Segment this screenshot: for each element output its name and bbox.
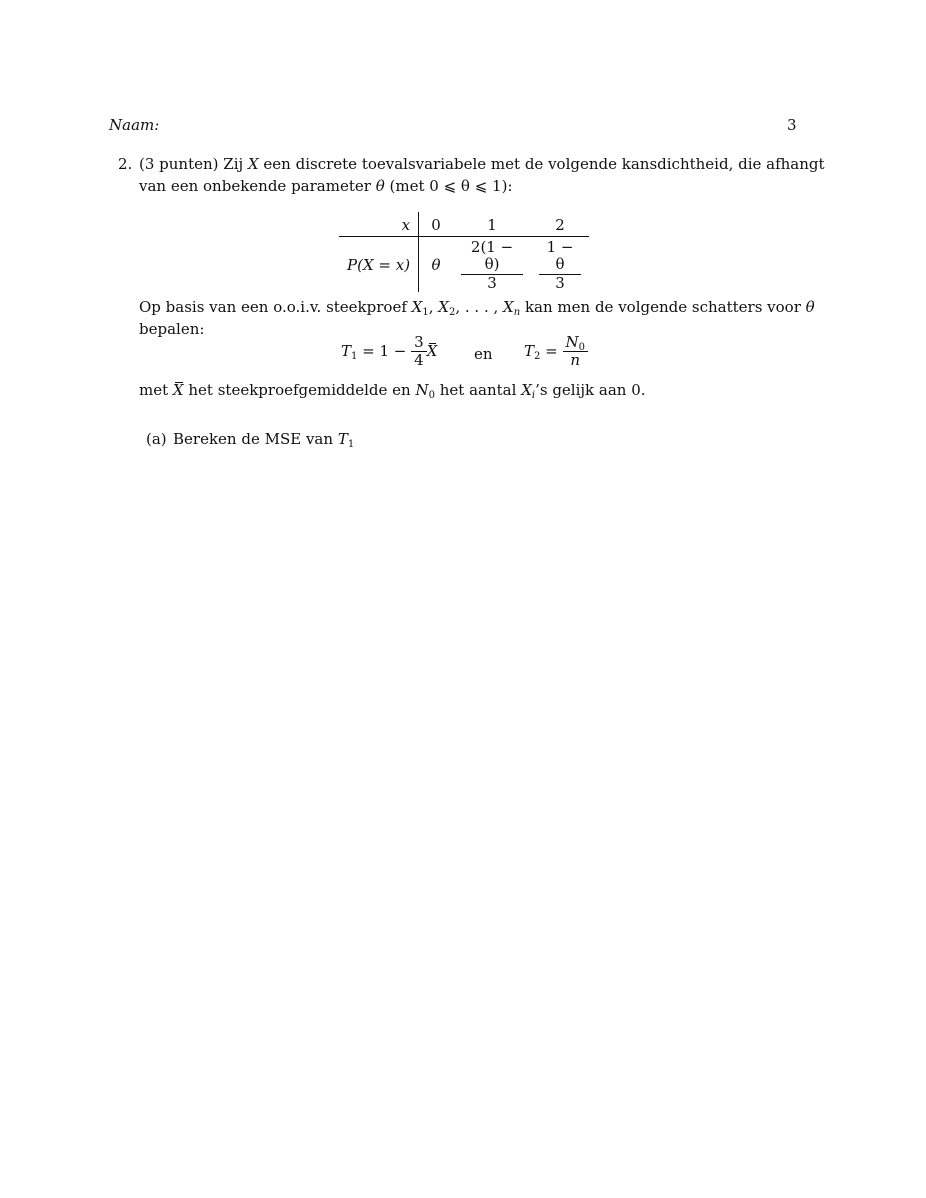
page-number: 3 — [787, 116, 797, 134]
part-a-label: (a) — [146, 430, 167, 448]
formula-t2: $T_2$ = $\frac{N_0}{n}$ — [524, 334, 588, 370]
x-label: x — [339, 212, 419, 237]
question-line-2: van een onbekende parameter θ (met 0 ⩽ θ ⩽ 1): — [139, 177, 513, 195]
prob-2: $\frac{1 - \theta}{3}$ — [531, 237, 589, 292]
formula-t1: $T_1 = 1$ − $\frac{3}{4}$ X — [341, 333, 438, 370]
paragraph-line-2: bepalen: — [139, 320, 205, 338]
x-value-0: 0 — [419, 212, 454, 237]
definition-line: met X het steekproefgemiddelde en $N_0$ het aantal $X_i’s$ gelijk aan 0. — [139, 381, 646, 401]
question-number: 2. — [118, 155, 133, 173]
table-row — [339, 212, 589, 237]
table-row — [339, 237, 589, 292]
x-value-2: 2 — [531, 212, 589, 237]
question-line-1: (3 punten) Zij X een discrete toevalsvariabele met de volgende kansdichtheid, die afhangt — [139, 155, 825, 173]
probability-label: P(X = x) — [339, 237, 419, 292]
distribution-table — [339, 212, 589, 292]
paragraph-line-1: Op basis van een o.o.i.v. steekproef $X_1$, $X_2$, . . . , $X_n$ kan men de volgende schatters voor θ — [139, 298, 815, 318]
formula-en: en — [474, 345, 493, 363]
part-a-text: Bereken de MSE van $T_1$ — [173, 430, 355, 450]
x-value-1: 1 — [453, 212, 531, 237]
prob-1: $\frac{2(1 - \theta)}{3}$ — [453, 237, 531, 292]
prob-0: θ — [431, 256, 441, 275]
points: (3 punten) — [139, 155, 219, 173]
name-label: Naam: — [109, 116, 160, 134]
